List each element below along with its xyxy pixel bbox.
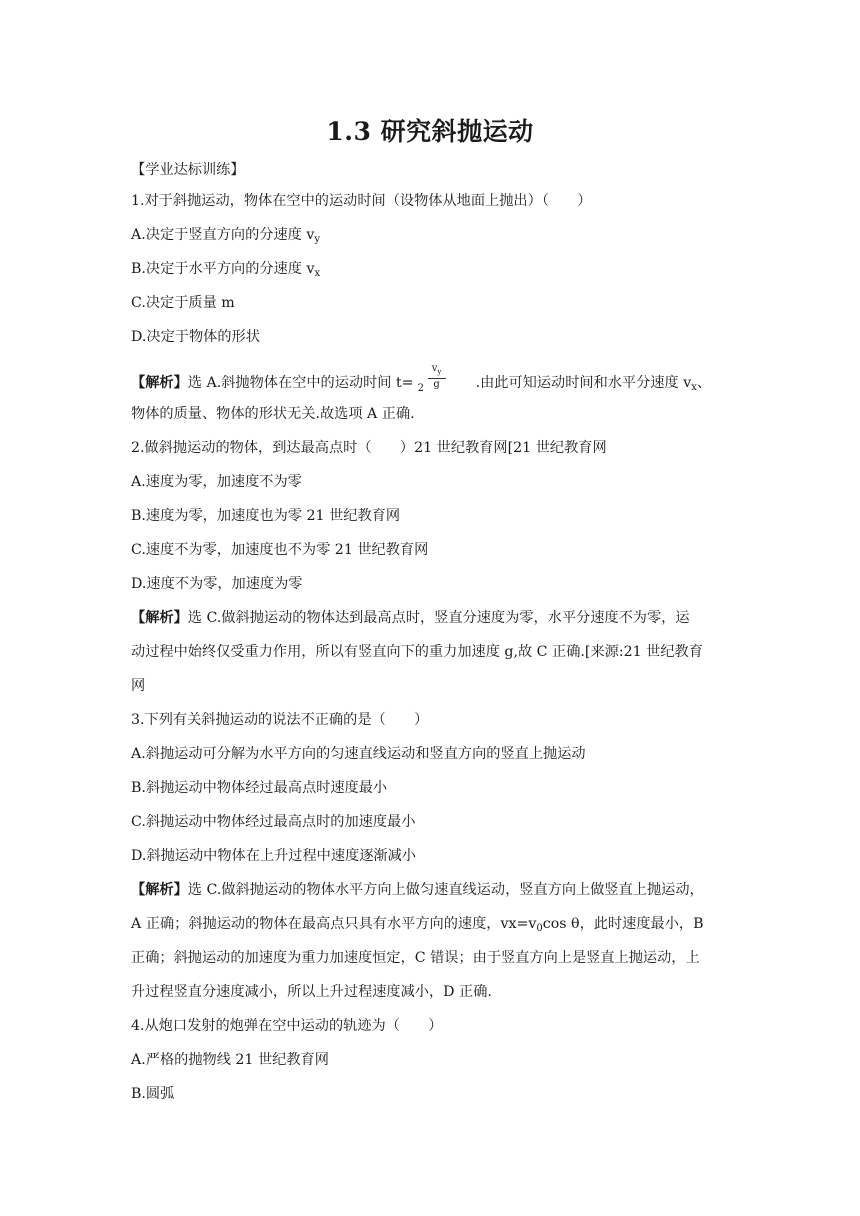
q1-option-c: C.决定于质量 m xyxy=(131,295,235,311)
section-header: 【学业达标训练】 xyxy=(131,162,245,178)
q3-analysis-line3: 正确；斜抛运动的加速度为重力加速度恒定，C 错误；由于竖直方向上是竖直上抛运动，上 xyxy=(131,950,700,966)
q3-stem: 3.下列有关斜抛运动的说法不正确的是（ ） xyxy=(131,712,429,728)
time-formula xyxy=(414,363,476,394)
q4-option-b: B.圆弧 xyxy=(131,1086,175,1102)
q2-option-b: B.速度为零，加速度也为零 21 世纪教育网 xyxy=(131,508,401,524)
q1-option-d: D.决定于物体的形状 xyxy=(131,329,260,345)
time-formula-coefficient: 2 xyxy=(417,383,424,394)
q2-analysis-line1 xyxy=(131,608,690,628)
q3-option-d: D.斜抛运动中物体在上升过程中速度逐渐减小 xyxy=(131,848,416,864)
q2-option-d: D.速度不为零，加速度为零 xyxy=(131,576,303,592)
time-formula-fraction xyxy=(428,363,446,390)
q1-analysis-line1 xyxy=(131,363,712,394)
q2-analysis-text1: 选 C.做斜抛运动的物体达到最高点时，竖直分速度为零，水平分速度不为零，运 xyxy=(187,610,690,626)
q1-option-b xyxy=(131,259,320,279)
q3-option-c: C.斜抛运动中物体经过最高点时的加速度最小 xyxy=(131,814,416,830)
q1-analysis-label: 【解析】 xyxy=(131,375,188,391)
q2-option-c: C.速度不为零，加速度也不为零 21 世纪教育网 xyxy=(131,542,429,558)
q2-analysis-label: 【解析】 xyxy=(131,610,188,626)
q1-analysis-post: .由此可知运动时间和水平分速度 v xyxy=(475,375,692,391)
q1-option-b-sub: x xyxy=(314,268,321,279)
q1-stem: 1.对于斜抛运动，物体在空中的运动时间（设物体从地面上抛出）（ ） xyxy=(131,193,592,209)
q3-analysis-line1 xyxy=(131,880,704,900)
q3-option-b: B.斜抛运动中物体经过最高点时速度最小 xyxy=(131,780,388,796)
q3-analysis-line4: 升过程竖直分速度减小，所以上升过程速度减小，D 正确. xyxy=(131,984,492,1000)
q1-option-a-text: A.决定于竖直方向的分速度 v xyxy=(131,227,315,243)
page-title: 1.3 研究斜抛运动 xyxy=(326,117,534,146)
q1-option-b-text: B.决定于水平方向的分速度 v xyxy=(131,261,315,277)
q1-analysis-line2: 物体的质量、物体的形状无关.故选项 A 正确. xyxy=(131,406,415,422)
q3-analysis-v0-sub: 0 xyxy=(536,923,543,934)
q3-analysis-label: 【解析】 xyxy=(131,882,188,898)
q1-analysis-post-sub: x xyxy=(691,382,697,393)
q3-analysis-text2b: cos θ，此时速度最小，B xyxy=(542,916,704,932)
q2-analysis-line3: 网 xyxy=(131,678,146,694)
time-formula-denominator: g xyxy=(433,379,440,390)
q1-option-a xyxy=(131,225,320,245)
q3-option-a: A.斜抛运动可分解为水平方向的匀速直线运动和竖直方向的竖直上抛运动 xyxy=(131,746,586,762)
q1-option-a-sub: y xyxy=(314,234,321,245)
q3-analysis-line2 xyxy=(131,914,704,934)
q3-analysis-text1: 选 C.做斜抛运动的物体水平方向上做匀速直线运动，竖直方向上做竖直上抛运动， xyxy=(187,882,704,898)
q4-stem: 4.从炮口发射的炮弹在空中运动的轨迹为（ ） xyxy=(131,1018,443,1034)
q3-analysis-text2a: A 正确；斜抛运动的物体在最高点只具有水平方向的速度，vx=v xyxy=(131,916,537,932)
q1-analysis-pre: 选 A.斜抛物体在空中的运动时间 t= xyxy=(187,375,414,391)
q2-analysis-line2: 动过程中始终仅受重力作用，所以有竖直向下的重力加速度 g,故 C 正确.[来源:21 世纪教育 xyxy=(131,644,703,660)
q2-stem: 2.做斜抛运动的物体，到达最高点时（ ）21 世纪教育网[21 世纪教育网 xyxy=(131,440,607,456)
q4-option-a: A.严格的抛物线 21 世纪教育网 xyxy=(131,1052,329,1068)
q2-option-a: A.速度为零，加速度不为零 xyxy=(131,474,302,490)
q1-analysis-post-end: 、 xyxy=(696,375,712,391)
time-formula-numerator: $v_y$ xyxy=(428,363,446,379)
